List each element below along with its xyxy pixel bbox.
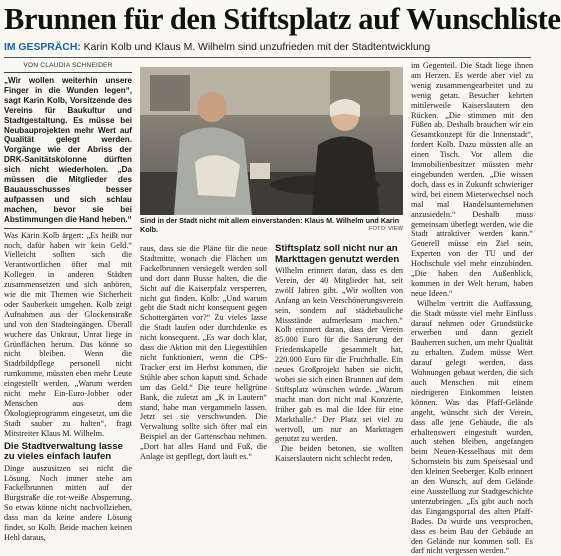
deck [4, 42, 531, 54]
column-2 [140, 244, 267, 477]
byline: VON CLAUDIA SCHNEIDER [23, 62, 113, 69]
column-3 [275, 244, 403, 477]
photo-credit: FOTO: VIEW [368, 226, 403, 232]
paragraph: im Gegenteil. Die Stadt liege ihnen am Herzen. Es werde aber viel zu wenig zusammengearbeitet und zu wenig getan. Besucher kehrten mittlerweile Kaiserslautern den Rücken. „Die stimmen mit den Füßen ab. Deshalb brauchen wir ein Gesamtkonzept für die Innenstadt“, fordert Kolb. Dazu müssten alle an einen Tisch. Vor allem die Immobilienbesitzer müssten mehr eingebunden werden. „Die wissen doch, dass es in Zukunft schwieriger wird, bei einem Mieterwechsel noch mal mal Handelsunternehmen anzusiedeln.“ Deshalb muss gemeinsam überlegt werden, wie die Stadt attraktiver werden kann.“ Generell müsse ein Ziel sein, Experten von der TU und der Hochschule viel mehr einzubinden. „Die haben den Außenblick, kommen in der Welt herum, haben neue Ideen.“ [411, 61, 533, 298]
paragraph: Was Karin Kolb ärgert: „Es heißt nur noch, dafür haben wir kein Geld.“ Vielleicht sollten sich die Verantwortlichen öfter mal mit Kollegen in anderen Städten zusammensetzen und sich anhören, wie die mit Themen wie Sicherheit oder Sauberkeit umgehen. Kolb zeigt Aufnahmen aus der Glockenstraße und von den Stadteingängen. Überall wuchere das Unkraut, Unrat liege in Grünflächen herum. Das könne so nicht bleiben. Wenn die Stadtbildpflege personell nicht rumkomme, müssten eben mehr Leute eingestellt werden. „Warum werden nicht mehr Ein-Euro-Jobber oder Menschen aus dem Ökologieprogramm eingesetzt, um die Stadt sauber zu halten“, fragt Mitstreiter Klaus M. Wilhelm. [4, 230, 132, 438]
column-4 [411, 61, 533, 556]
paragraph: Dinge auszusitzen sei nicht die Lösung. Noch immer stehe am Fackelbrunnen mitten auf der Burgstraße die rot-weiße Absperrung. So etwas könne nicht nachvollziehen, dass man da keine andere Lösung findet, so Kolb. Beide machen keinen Hehl daraus, [4, 463, 132, 542]
photo-caption [140, 216, 403, 234]
paragraph: Die beiden betonen, sie wollten Kaiserslautern nicht schlecht reden, [275, 444, 403, 464]
deck-kicker: IM GESPRÄCH: [4, 42, 81, 53]
column-1 [4, 61, 132, 542]
article-photo [140, 67, 403, 215]
paragraph: Wilhelm vertritt die Auffassung, die Stadt müsste viel mehr Einfluss darauf nehmen oder Grundstücke erwerben und dann gezielt Bauherren suchen, um mehr Qualität zu erhalten. Zudem müsse Wert darauf gelegt werden, dass Wohnungen gebaut werden, die sich auch Menschen mit einem niedrigeren Einkommen leisten können. Was das Pfaff-Gelände angeht, wünscht sich der Verein, dass alle jene Gebäude, die als erhaltenswert eingestuft wurden, auch stehen bleiben, angefangen beim Neuen-Kesselhaus mit dem Schornstein bis zum Speisesaal und den kleinen Seeberger. Kolb erinnert an den Wunsch, auf dem Gelände eine Ausstellung zur Stadtgeschichte unterzubringen. „Es gibt auch noch das Eingangsportal des alten Pfaff-Bades. Da wurde uns versprochen, dass es beim Bau der Gebäude an den Gelände nur kommen soll. Es darf nicht vergessen werden.“ [411, 298, 533, 556]
intro-quote: „Wir wollen weiterhin unsere Finger in die Wunden legen“, sagt Karin Kolb, Vorsitzende des Vereins für Baukultur und Stadtgestaltung. Es müsse bei Neubauprojekten mehr Wert auf Qualität gelegt werden. Vorgänge wie der Abriss der DRK-Sanitätskolonne dürften sich nicht wiederholen. „Da müssen die Mitglieder des Bauausschusses besser aufpassen und sich schlau machen, bevor sie bei Abstimmungen die Hand heben.“ [4, 72, 132, 229]
paragraph: raus, dass sie die Pläne für die neue Stadtmitte, wonach die Flächen um Fackelbrunnen versiegelt werden soll und dort dann Busse halten, die die Sicht auf die Kaiserpfalz versperren, nicht gut finden. Kolb: „Und warum geht die Stadt nicht konsequent gegen Schottergärten vor?“ Zu vieles lasse die Stadt laufen oder durchdenke es nicht konsequent. „Es war doch klar, dass die Aktion mit den Liegestühlen nicht funktioniert, wenn die CPS-Tracker erst im Herbst kommen, die Stühle aber schon kaputt sind. Schade um das Geld.“ Die teure hellgrüne Bank, die zuletzt am „K in Lautern“ stand, habe man vergammeln lassen. Jetzt sei sie verschwunden. Die Verwaltung sollte sich öfter mal ein Beispiel an der Gartenschau nehmen. „Dort hat alles Hand und Fuß, die Anlage ist gepflegt, dort läuft es.“ [140, 244, 267, 462]
caption-text: Sind in der Stadt nicht mit allem einverstanden: Klaus M. Wilhelm und Karin Kolb. [140, 216, 400, 234]
subhead: Stiftsplatz soll nicht nur an Markttagen genutzt werden [275, 243, 400, 265]
paragraph: Wilhelm erinnert daran, dass es den Verein, der 40 Mitglieder hat, seit zwölf Jahren gibt. „Wir wollten von Anfang an kein Verschönerungsverein sein, sondern auf städtebauliche Missstände aufmerksam machen.“ Kolb erinnert daran, dass der Verein 85.000 Euro für die Sanierung der Friedenskapelle gesammelt hat, 220.000 Euro für die Fruchthalle. Ein neues Großprojekt haben sie nicht, wobei sie sich einen Brunnen auf dem Stiftsplatz wünschen würde. „Warum macht man dort nicht mal Konzerte, früher gab es mal die Idee für eine Markthalle.“ Der Platz sei viel zu wertvoll, um nur an Markttagen genutzt zu werden. [275, 266, 403, 444]
subhead: Die Stadtverwaltung lasse zu vieles einfach laufen [4, 440, 123, 463]
photo-image [140, 67, 403, 215]
divider [4, 57, 531, 58]
deck-text: Karin Kolb und Klaus M. Wilhelm sind unzufrieden mit der Stadtentwicklung [80, 42, 431, 53]
headline: Brunnen für den Stiftsplatz auf Wunschliste [4, 2, 561, 36]
